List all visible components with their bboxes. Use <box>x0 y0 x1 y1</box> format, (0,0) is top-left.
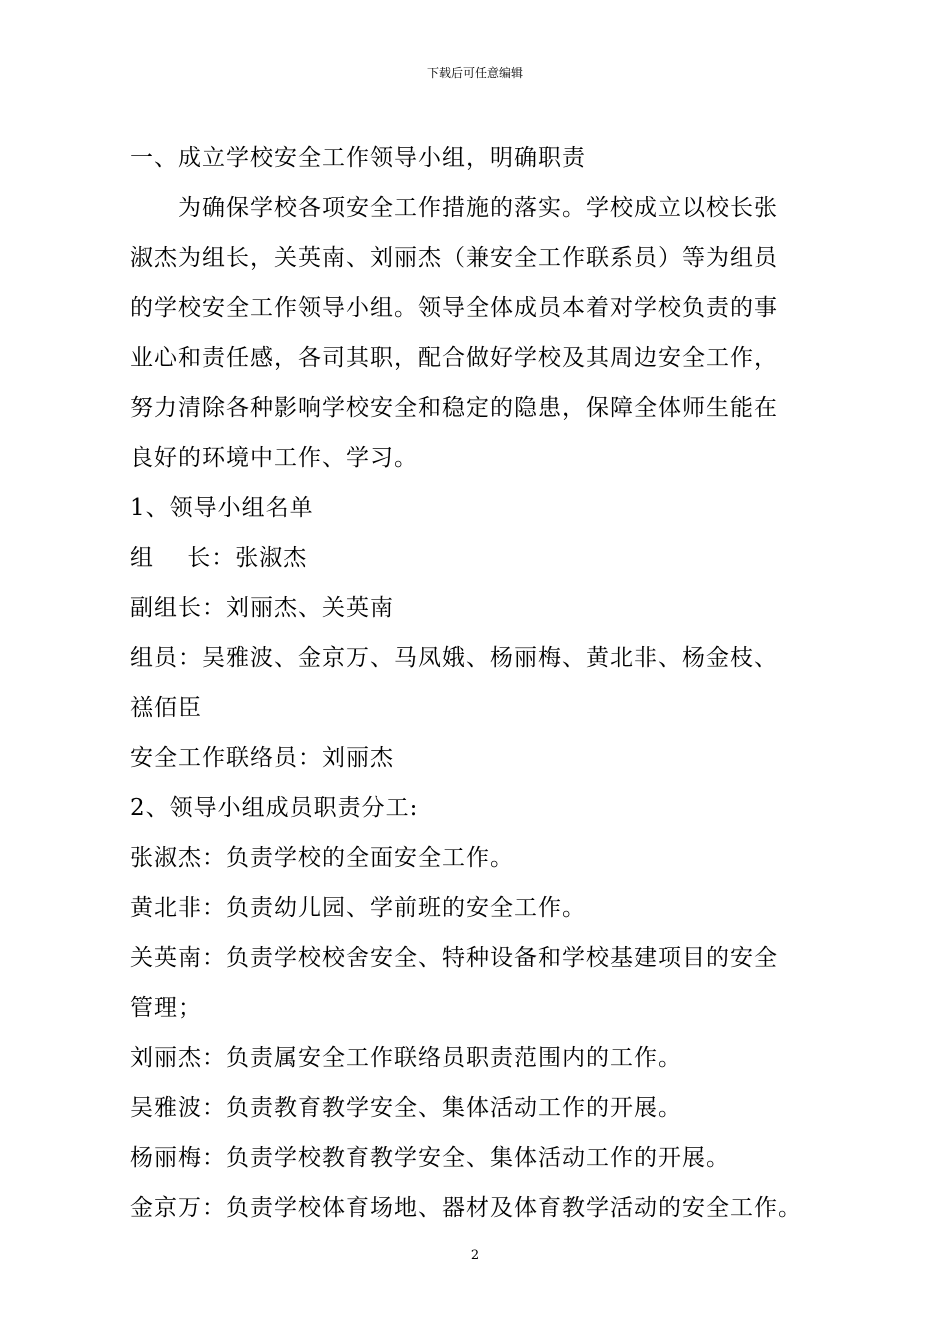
paragraph-line: 为确保学校各项安全工作措施的落实。学校成立以校长张 <box>178 195 778 221</box>
paragraph-line: 的学校安全工作领导小组。领导全体成员本着对学校负责的事 <box>130 295 778 321</box>
duty-line: 关英南：负责学校校舍安全、特种设备和学校基建项目的安全 <box>130 945 778 971</box>
document-body <box>130 133 835 1233</box>
page-header: 下载后可任意编辑 <box>426 66 523 80</box>
roster-line: 副组长：刘丽杰、关英南 <box>130 595 394 621</box>
duties-title: 2、领导小组成员职责分工: <box>130 795 419 821</box>
duty-line: 刘丽杰：负责属安全工作联络员职责范围内的工作。 <box>130 1045 682 1071</box>
roster-line: 安全工作联络员：刘丽杰 <box>130 745 394 771</box>
duty-line: 管理； <box>130 995 202 1021</box>
duty-line: 张淑杰：负责学校的全面安全工作。 <box>130 845 514 871</box>
duty-line: 吴雅波：负责教育教学安全、集体活动工作的开展。 <box>130 1095 682 1121</box>
paragraph-line: 业心和责任感，各司其职，配合做好学校及其周边安全工作， <box>130 345 778 371</box>
section-heading: 一、成立学校安全工作领导小组，明确职责 <box>130 145 586 171</box>
roster-line: 禚佰臣 <box>130 695 202 721</box>
roster-line: 组员：吴雅波、金京万、马凤娥、杨丽梅、黄北非、杨金枝、 <box>130 645 778 671</box>
paragraph-line: 淑杰为组长，关英南、刘丽杰（兼安全工作联系员）等为组员 <box>130 245 778 271</box>
page-number: 2 <box>470 1248 480 1263</box>
paragraph-line: 良好的环境中工作、学习。 <box>130 445 418 471</box>
duty-line: 金京万：负责学校体育场地、器材及体育教学活动的安全工作。 <box>130 1195 802 1221</box>
roster-line: 组 长：张淑杰 <box>130 545 308 571</box>
paragraph-line: 努力清除各种影响学校安全和稳定的隐患，保障全体师生能在 <box>130 395 778 421</box>
duty-line: 杨丽梅：负责学校教育教学安全、集体活动工作的开展。 <box>130 1145 730 1171</box>
list-title: 1、领导小组名单 <box>130 495 314 521</box>
duty-line: 黄北非：负责幼儿园、学前班的安全工作。 <box>130 895 586 921</box>
